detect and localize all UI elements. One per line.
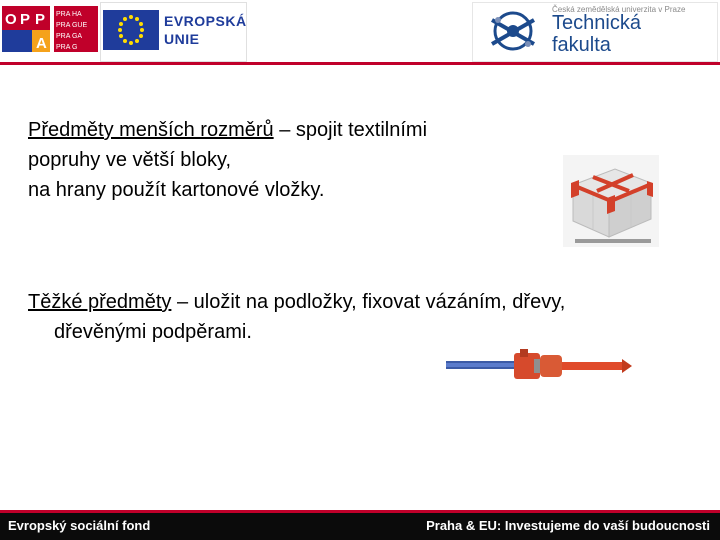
faculty-university-name: Česká zemědělská univerzita v Praze	[552, 5, 686, 14]
oppa-line-4: PRA G	[56, 44, 78, 51]
eu-flag-icon	[103, 10, 159, 50]
faculty-title-line2: fakulta	[552, 34, 611, 56]
slide-footer	[0, 510, 720, 540]
eu-logo-line1: EVROPSKÁ	[164, 13, 247, 29]
oppa-line-3: PRA GA	[56, 33, 83, 40]
faculty-title-line1: Technická	[552, 12, 641, 34]
para1-line1	[28, 115, 548, 145]
footer-left-text: Evropský sociální fond	[8, 518, 151, 533]
para2-heading: Těžké předměty	[28, 291, 172, 313]
para2-text-1: – uložit na podložky, fixovat vázáním, dřevy,	[171, 291, 566, 313]
para1-line3: na hrany použít kartonové vložky.	[28, 179, 325, 201]
oppa-letter-p2: P	[35, 11, 46, 28]
oppa-letter-p1: P	[20, 11, 31, 28]
para2-line2: dřevěnými podpěrami.	[54, 321, 252, 343]
eu-logo-line2: UNIE	[164, 31, 200, 47]
strapped-boxes-image	[563, 155, 659, 247]
header-divider	[0, 62, 720, 65]
faculty-emblem-icon	[484, 6, 542, 56]
para2-line1	[28, 287, 708, 317]
footer-right-text: Praha & EU: Investujeme do vaší budoucnosti	[426, 518, 710, 533]
para1-text-1: – spojit textilními	[273, 119, 428, 141]
para1-heading: Předměty menších rozměrů	[28, 119, 274, 141]
oppa-letter-a: A	[36, 35, 47, 52]
oppa-line-1: PRA HA	[56, 11, 82, 18]
eu-logo-text	[164, 12, 247, 48]
slide-header	[0, 0, 720, 66]
oppa-logo	[2, 6, 98, 52]
oppa-line-2: PRA GUE	[56, 22, 88, 29]
oppa-letter-o: O	[5, 11, 17, 28]
para1-line2: popruhy ve větší bloky,	[28, 149, 232, 171]
paragraph-small-items	[28, 115, 548, 205]
ratchet-strap-image	[446, 345, 632, 387]
paragraph-heavy-items	[28, 287, 708, 347]
